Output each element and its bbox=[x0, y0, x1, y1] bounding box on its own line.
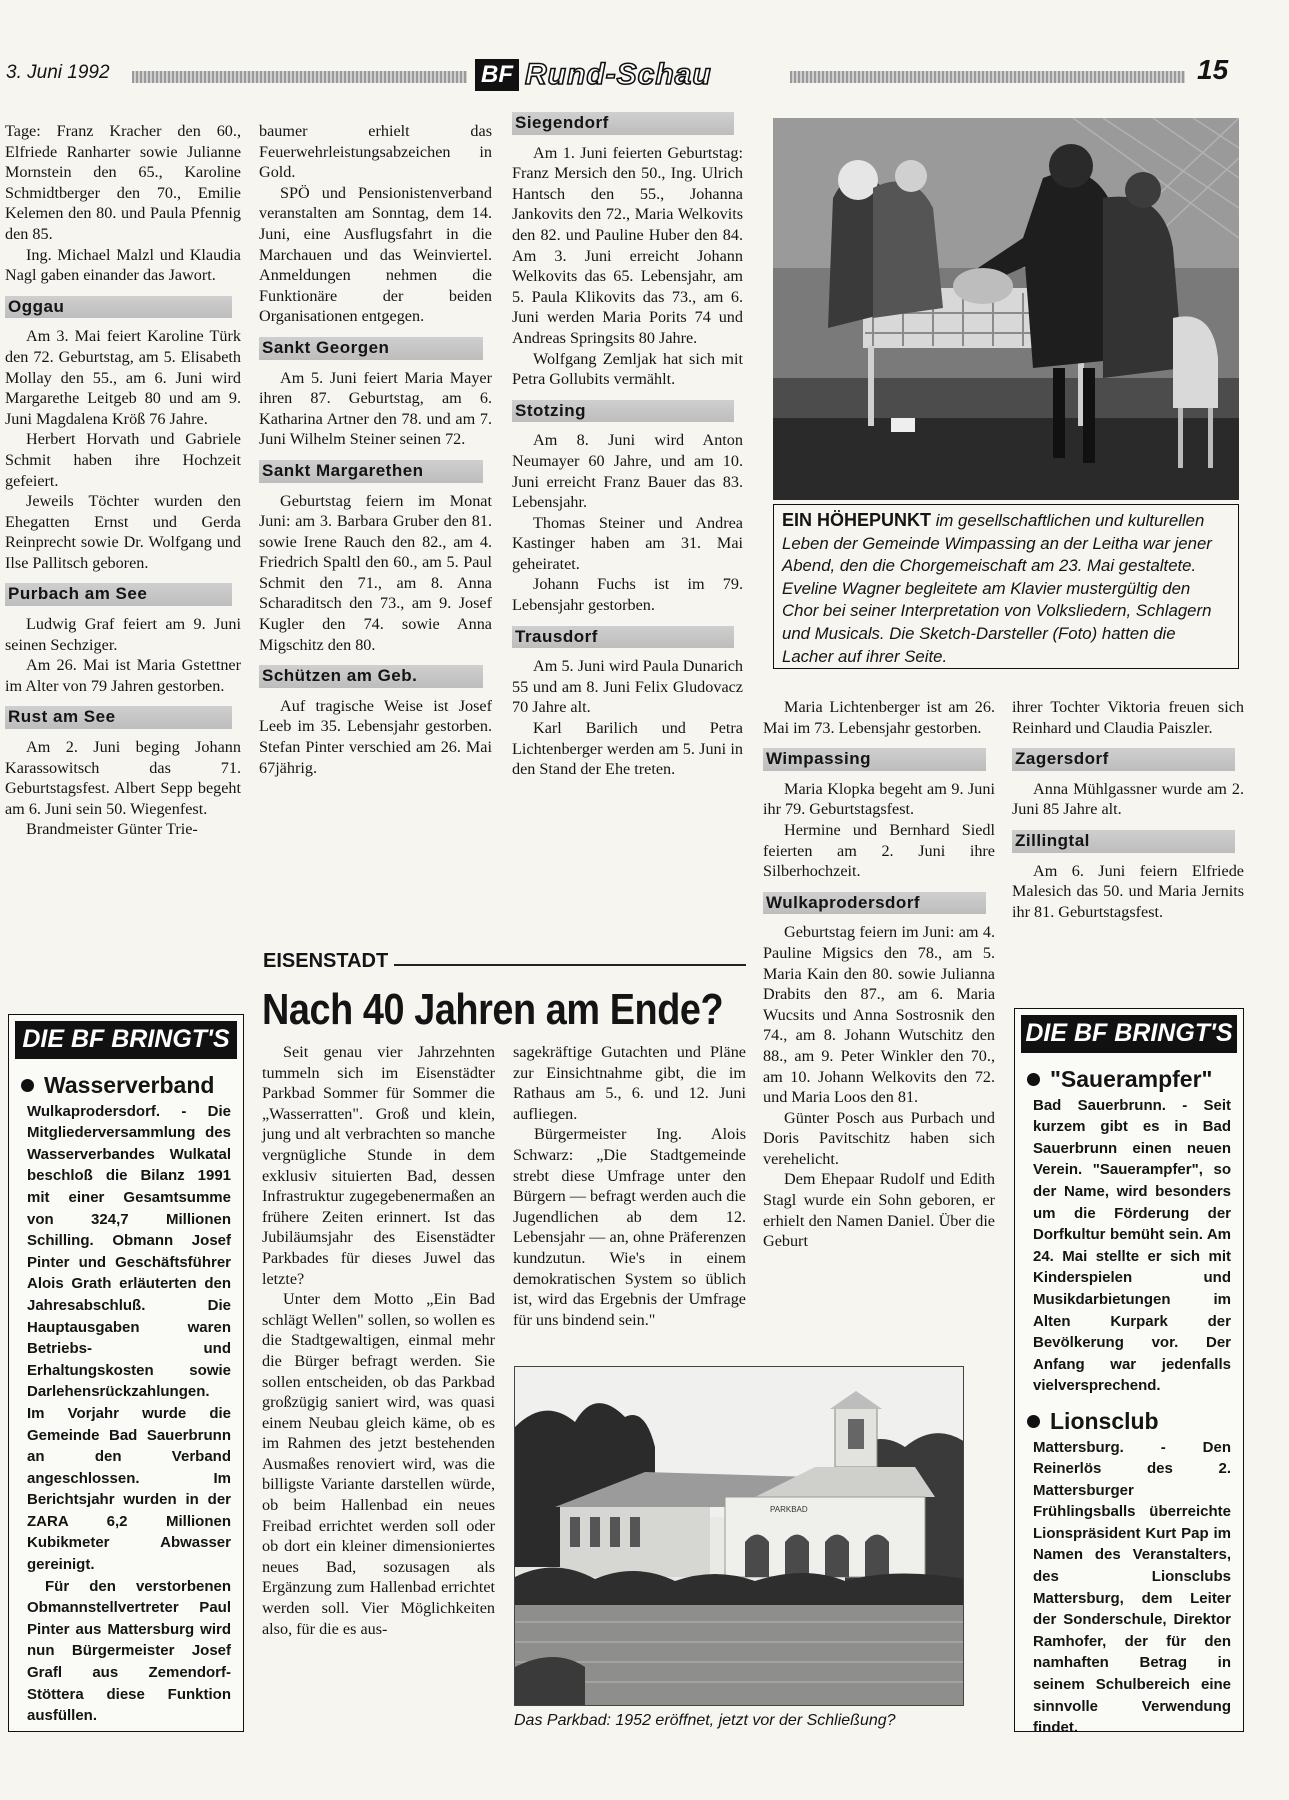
section-title-purbach: Purbach am See bbox=[5, 583, 232, 606]
paragraph: Mattersburg. - Den Reinerlös des 2. Mattersburger Frühlingsballs überreichte Lionspräsident Kurt Pap im Namen des Veranstalters, des Lionsclubs Mattersburg, dem Leiter der Sonderschule, Direktor Ramhofer, der für den namhaften Betrag in seinem Schulbereich eine sinnvolle Verwendung findet. bbox=[1033, 1438, 1231, 1737]
paragraph: Für den verstorbenen Obmannstellvertreter Paul Pinter aus Mattersburg wird nun Bürgermeister Josef Grafl aus Zemendorf-Stöttera diese Funktion ausfüllen. bbox=[27, 1577, 231, 1725]
section-title-zillingtal: Zillingtal bbox=[1012, 830, 1235, 853]
section-title-wulkaprodersdorf: Wulkaprodersdorf bbox=[763, 892, 986, 915]
paragraph: Am 5. Juni feiert Maria Mayer ihren 87. Geburtstag, am 6. Katharina Artner den 78. und am 7. Juni Wilhelm Steiner seinen 72. bbox=[259, 368, 492, 449]
section-title-rust: Rust am See bbox=[5, 706, 232, 729]
info-box-body bbox=[9, 1065, 243, 1735]
page-number: 15 bbox=[1197, 54, 1229, 85]
info-box-left bbox=[8, 1014, 244, 1732]
logo-title: Rund-Schau bbox=[525, 58, 712, 91]
column-4 bbox=[763, 697, 995, 1252]
photo-illustration bbox=[773, 118, 1239, 500]
box-item-title: Wasserverband bbox=[44, 1072, 215, 1098]
paragraph: Thomas Steiner und Andrea Kastinger haben am 31. Mai geheiratet. bbox=[512, 513, 743, 573]
paragraph: Ludwig Graf feiert am 9. Juni seinen Sechziger. bbox=[5, 615, 241, 654]
section-title-trausdorf: Trausdorf bbox=[512, 626, 734, 649]
paragraph: sagekräftige Gutachten und Pläne zur Einsichtnahme gibt, die im Rathaus am 5., 6. und 12. Juni aufliegen. bbox=[513, 1043, 746, 1123]
article-headline: Nach 40 Jahren am Ende? bbox=[262, 985, 724, 1034]
section-title-stotzing: Stotzing bbox=[512, 400, 734, 423]
info-box-right bbox=[1014, 1008, 1244, 1737]
section-title-siegendorf: Siegendorf bbox=[512, 112, 734, 135]
paragraph: Am 6. Juni feiern Elfriede Malesich das 50. und Maria Jernits ihr 81. Geburtstagsfest. bbox=[1012, 861, 1244, 921]
paragraph: SPÖ und Pensionistenverband veranstalten am Sonntag, dem 14. Juni, eine Ausflugsfahrt in die Marchauen und das Weinviertel. Anmeldungen nehmen die Funktionäre der beiden Organisationen entgegen. bbox=[259, 183, 492, 326]
box-item-heading bbox=[21, 1072, 231, 1098]
paragraph: Maria Lichtenberger ist am 26. Mai im 73. Lebensjahr gestorben. bbox=[763, 698, 995, 737]
paragraph: Am 2. Juni beging Johann Karassowitsch das 71. Geburtstagsfest. Albert Sepp begeht am 6. Juni sein 50. Wiegenfest. bbox=[5, 738, 241, 818]
paragraph: Geburtstag feiern im Monat Juni: am 3. Barbara Gruber den 81. sowie Irene Rauch den 82., am 4. Friedrich Spaltl den 60., am 5. Paul Schmit den 71., am 8. Anna Scharaditsch den 73., am 9. Josef Kugler den 74. sowie Anna Migschitz den 80. bbox=[259, 491, 492, 654]
article-kicker: EISENSTADT bbox=[263, 950, 394, 973]
paragraph: Ing. Michael Malzl und Klaudia Nagl gaben einander das Jawort. bbox=[5, 245, 241, 285]
logo-bf: BF bbox=[475, 59, 519, 91]
paragraph: Unter dem Motto „Ein Bad schlägt Wellen" sollen, so wollen es die Stadtgewaltigen, einmal mehr die Bürger befragt werden. Sie sollen entscheiden, ob das Parkbad großzügig saniert wird, was quasi einem Neubau gleich käme, ob es im Rahmen des jetzt bestehenden Ausmaßes renoviert wird, was die billigste Variante darstellen würde, ob beim Hallenbad ein neues Freibad errichtet werden soll oder ob dort ein kleiner dimensioniertes neues Bad, sozusagen als Ergänzung zum Hallenbad errichtet werden soll. Vier Möglichkeiten also, für die es aus- bbox=[262, 1290, 495, 1638]
paragraph: Anna Mühlgassner wurde am 2. Juni 85 Jahre alt. bbox=[1012, 779, 1244, 819]
box-item-title: "Sauerampfer" bbox=[1050, 1066, 1213, 1092]
paragraph: Am 3. Mai feiert Karoline Türk den 72. Geburtstag, am 5. Elisabeth Mollay den 55., am 6. Juni wird Margarethe Leitgeb 80 und am 9. Juni Magdalena Kröß 76 Jahre. bbox=[5, 327, 241, 428]
section-title-wimpassing: Wimpassing bbox=[763, 748, 986, 771]
bullet-icon bbox=[1027, 1073, 1040, 1086]
paragraph: Günter Posch aus Purbach und Doris Pavitschitz haben sich verehelicht. bbox=[763, 1108, 995, 1168]
paragraph: Hermine und Bernhard Siedl feierten am 2. Juni ihre Silberhochzeit. bbox=[763, 820, 995, 881]
info-box-body bbox=[1015, 1059, 1243, 1747]
article-column-2 bbox=[513, 1042, 746, 1330]
paragraph: Seit genau vier Jahrzehnten tummeln sich im Eisenstädter Parkbad Sommer für Sommer die „Wasserratten". Groß und klein, jung und alt verbrachten so manche vergnügliche Stunde in dem exklusiv situierten Bad, dessen Infrastruktur zugegebenermaßen an frühere Zeiten erinnert. Ist das Jubiläumsjahr des Eisenstädter Parkbades für dieses Juwel das letzte? bbox=[262, 1043, 495, 1288]
column-3 bbox=[512, 112, 743, 780]
box-item-title: Lionsclub bbox=[1050, 1407, 1159, 1434]
column-5 bbox=[1012, 697, 1244, 922]
paragraph: Tage: Franz Kracher den 60., Elfriede Ranharter sowie Julianne Mornstein den 65., Karoline Schmidtberger den 70., Emilie Kelemen den 80. und Paula Pfennig den 85. bbox=[5, 122, 241, 243]
caption-lead: EIN HÖHEPUNKT bbox=[782, 510, 932, 530]
section-title-sankt-margarethen: Sankt Margarethen bbox=[259, 460, 483, 483]
paragraph: Wulkaprodersdorf. - Die Mitgliederversammlung des Wasserverbandes Wulkatal beschloß die Bilanz 1991 mit einer Gesamtsumme von 324,7 Millionen Schilling. Obmann Josef Pinter und Geschäftsführer Alois Grath erläuterten den Jahresabschluß. Die Hauptausgaben waren Betriebs- und Erhaltungskosten sowie Darlehensrückzahlungen. Im Vorjahr wurde die Gemeinde Bad Sauerbrunn an den Verband angeschlossen. Im Berichtsjahr wurden in der ZARA 6,2 Millionen Kubikmeter Abwasser gereinigt. bbox=[27, 1102, 231, 1574]
paragraph: Jeweils Töchter wurden den Ehegatten Ernst und Gerda Reinprecht sowie Dr. Wolfgang und Ilse Pallitsch geboren. bbox=[5, 492, 241, 572]
paragraph: Am 8. Juni wird Anton Neumayer 60 Jahre, und am 10. Juni erreicht Franz Bauer das 83. Lebensjahr. bbox=[512, 431, 743, 512]
header-rule-left bbox=[132, 71, 467, 83]
paragraph: baumer erhielt das Feuerwehrleistungsabzeichen in Gold. bbox=[259, 122, 492, 182]
paragraph: Bürgermeister Ing. Alois Schwarz: „Die Stadtgemeinde strebt diese Umfrage unter den Bürgern — befragt werden auch die Jugendlichen ab dem 12. Lebensjahr — an, ohne Präferenzen kundzutun. Wie's in einem demokratischen System so üblich ist, wird das Ergebnis der Umfrage für uns bindend sein." bbox=[513, 1125, 746, 1329]
column-2 bbox=[259, 121, 492, 778]
photo-parkbad bbox=[514, 1366, 964, 1706]
photo-caption-box bbox=[773, 504, 1239, 669]
parkbad-illustration bbox=[515, 1367, 964, 1706]
paragraph: Auf tragische Weise ist Josef Leeb im 35. Lebensjahr gestorben. Stefan Pinter verschied am 26. Mai 67jährig. bbox=[259, 696, 492, 777]
paragraph: Am 5. Juni wird Paula Dunarich 55 und am 8. Juni Felix Gludovacz 70 Jahre alt. bbox=[512, 657, 743, 717]
section-title-oggau: Oggau bbox=[5, 296, 232, 319]
article-column-1 bbox=[262, 1042, 495, 1639]
parkbad-photo-caption: Das Parkbad: 1952 eröffnet, jetzt vor der Schließung? bbox=[514, 1712, 896, 1729]
caption-text: im gesellschaftlichen und kulturellen Leben der Gemeinde Wimpassing an der Leitha war jener Abend, den die Chorgemeischaft am 23. Mai gestaltete. Eveline Wagner begleitete am Klavier mustergültig den Chor bei seiner Interpretation von Volksliedern, Schlagern und Musicals. Die Sketch-Darsteller (Foto) hatten die Lacher auf ihrer Seite. bbox=[782, 511, 1212, 666]
box-item-heading bbox=[1027, 1407, 1231, 1434]
paragraph: Karl Barilich und Petra Lichtenberger werden am 5. Juni in den Stand der Ehe treten. bbox=[512, 719, 743, 779]
paragraph: Wolfgang Zemljak hat sich mit Petra Gollubits vermählt. bbox=[512, 349, 743, 389]
paragraph: Maria Klopka begeht am 9. Juni ihr 79. Geburtstagsfest. bbox=[763, 779, 995, 819]
info-box-title: DIE BF BRINGT'S bbox=[1021, 1015, 1237, 1053]
paragraph: Johann Fuchs ist im 79. Lebensjahr gestorben. bbox=[512, 575, 743, 615]
paragraph: Bad Sauerbrunn. - Seit kurzem gibt es in Bad Sauerbrunn einen neuen Verein. "Sauerampfer", so der Name, wird besonders um die Förderung der Dorfkultur bemüht sein. Am 24. Mai stellte er sich mit Kinderspielen und Musikdarbietungen im Alten Kurpark der Bevölkerung vor. Der Anfang war jedenfalls vielversprechend. bbox=[1033, 1096, 1231, 1395]
issue-date: 3. Juni 1992 bbox=[6, 62, 110, 83]
paragraph: Herbert Horvath und Gabriele Schmit haben ihre Hochzeit gefeiert. bbox=[5, 430, 241, 490]
info-box-title: DIE BF BRINGT'S bbox=[15, 1021, 237, 1059]
photo-choir-sketch bbox=[773, 118, 1239, 500]
box-item-heading bbox=[1027, 1066, 1231, 1092]
paragraph: Am 1. Juni feierten Geburtstag: Franz Mersich den 50., Ing. Ulrich Hantsch den 55., Johanna Jankovits den 72., Maria Welkovits den 82. und Pauline Huber den 84. Am 3. Juni erreicht Johann Welkovits das 65. Lebensjahr, am 5. Paula Klikovits das 73., am 6. Juni werden Maria Porits 74 und Andreas Springsits 80 Jahre. bbox=[512, 143, 743, 347]
paragraph: Geburtstag feiern im Juni: am 4. Pauline Migsics den 78., am 5. Maria Kain den 80. sowie Julianna Drabits den 87., am 6. Maria Wucsits und Anna Sostrosnik den 74., am 8. Johann Wutschitz den 88., am 9. Peter Winkler den 70., am 10. Johann Welkovits den 72. und Maria Loos den 81. bbox=[763, 923, 995, 1107]
paragraph: Am 26. Mai ist Maria Gstettner im Alter von 79 Jahren gestorben. bbox=[5, 656, 241, 695]
header-rule-right bbox=[790, 71, 1185, 83]
bullet-icon bbox=[21, 1079, 34, 1092]
section-title-schuetzen: Schützen am Geb. bbox=[259, 665, 483, 688]
section-title-sankt-georgen: Sankt Georgen bbox=[259, 337, 483, 360]
paragraph: ihrer Tochter Viktoria freuen sich Reinhard und Claudia Paiszler. bbox=[1012, 698, 1244, 737]
parkbad-sign: PARKBAD bbox=[770, 1505, 808, 1514]
column-1 bbox=[5, 121, 241, 840]
masthead-logo bbox=[475, 58, 785, 98]
bullet-icon bbox=[1027, 1415, 1040, 1428]
paragraph: Brandmeister Günter Trie- bbox=[26, 820, 198, 839]
paragraph: Dem Ehepaar Rudolf und Edith Stagl wurde ein Sohn geboren, er erhielt den Namen Daniel. Über die Geburt bbox=[763, 1170, 995, 1251]
section-title-zagersdorf: Zagersdorf bbox=[1012, 748, 1235, 771]
